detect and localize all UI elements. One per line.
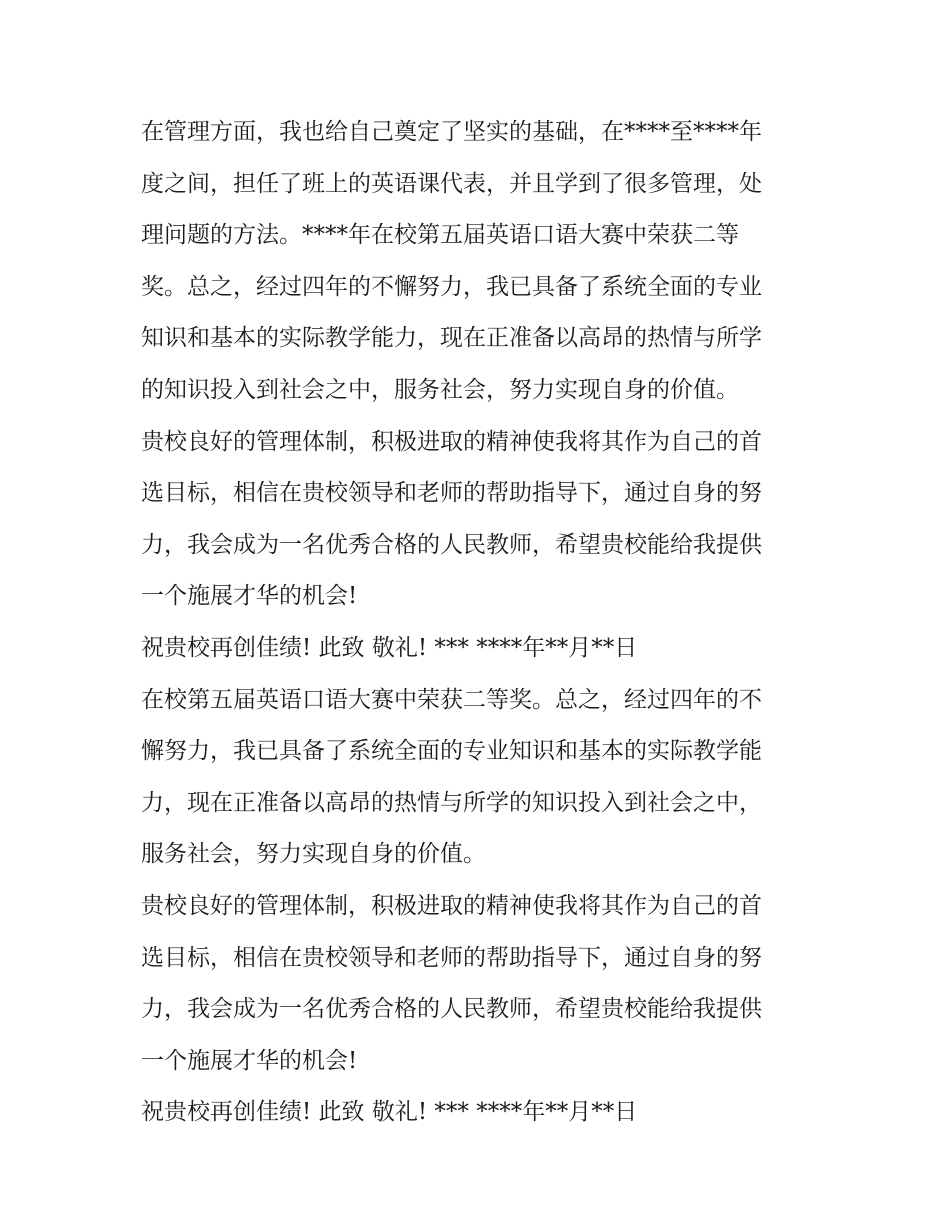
document-body xyxy=(141,107,821,1139)
text-line: 知识和基本的实际教学能力，现在正准备以高昂的热情与所学 xyxy=(141,325,762,352)
text-line: 贵校良好的管理体制，积极进取的精神使我将其作为自己的首 xyxy=(141,428,762,455)
closing-line: 祝贵校再创佳绩! 此致 敬礼! *** ****年**月**日 xyxy=(141,634,638,661)
text-line: 一个施展才华的机会! xyxy=(141,583,358,610)
text-line: 力，现在正准备以高昂的热情与所学的知识投入到社会之中， xyxy=(141,789,762,816)
text-line: 贵校良好的管理体制，积极进取的精神使我将其作为自己的首 xyxy=(141,892,762,919)
text-line: 在校第五届英语口语大赛中荣获二等奖。总之，经过四年的不 xyxy=(141,686,762,713)
text-line: 选目标，相信在贵校领导和老师的帮助指导下，通过自身的努 xyxy=(141,944,762,971)
text-line: 理问题的方法。****年在校第五届英语口语大赛中荣获二等 xyxy=(141,222,739,249)
text-line: 力，我会成为一名优秀合格的人民教师，希望贵校能给我提供 xyxy=(141,531,762,558)
text-line: 一个施展才华的机会! xyxy=(141,1047,358,1074)
text-line: 度之间，担任了班上的英语课代表，并且学到了很多管理，处 xyxy=(141,170,762,197)
text-line: 服务社会，努力实现自身的价值。 xyxy=(141,841,486,868)
closing-line: 祝贵校再创佳绩! 此致 敬礼! *** ****年**月**日 xyxy=(141,1099,638,1126)
text-line: 懈努力，我已具备了系统全面的专业知识和基本的实际教学能 xyxy=(141,738,762,765)
text-line: 在管理方面，我也给自己奠定了坚实的基础，在****至****年 xyxy=(141,119,762,145)
text-line: 奖。总之，经过四年的不懈努力，我已具备了系统全面的专业 xyxy=(141,273,762,300)
text-line: 的知识投入到社会之中，服务社会，努力实现自身的价值。 xyxy=(141,376,739,403)
text-line: 力，我会成为一名优秀合格的人民教师，希望贵校能给我提供 xyxy=(141,996,762,1023)
text-line: 选目标，相信在贵校领导和老师的帮助指导下，通过自身的努 xyxy=(141,480,762,507)
